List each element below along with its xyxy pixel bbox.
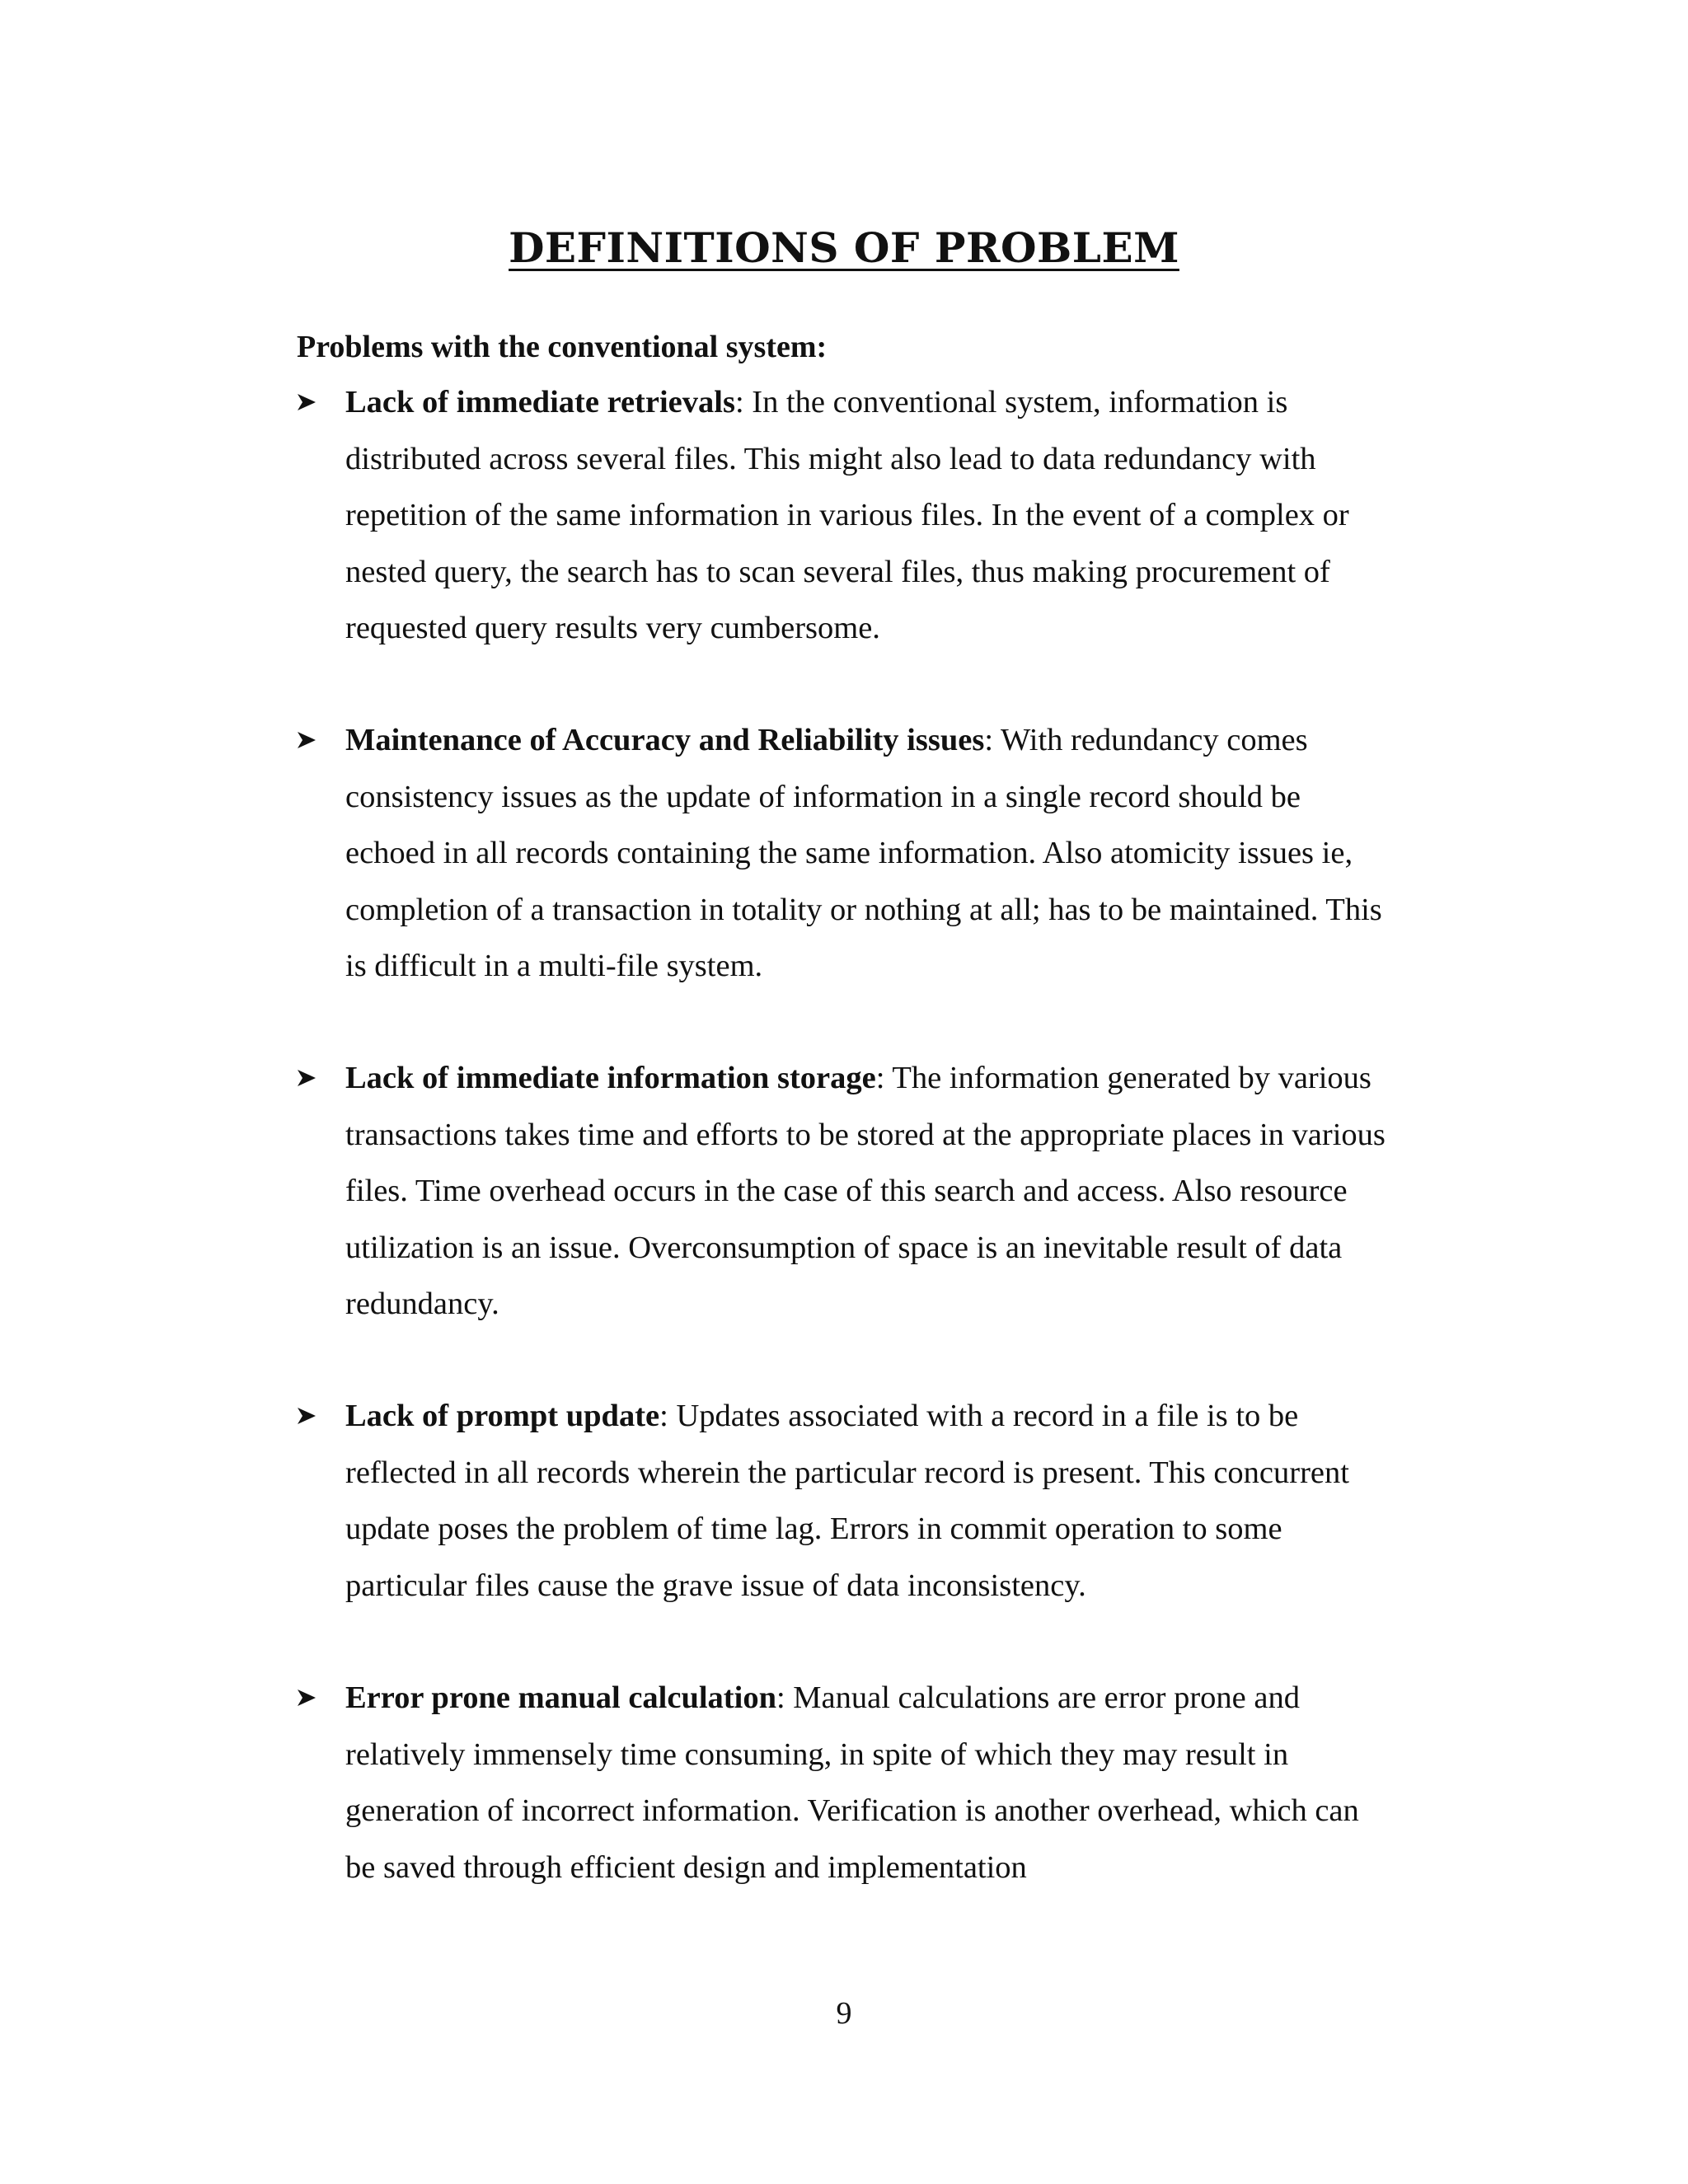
bullet-term: Lack of prompt update: [345, 1399, 660, 1433]
arrowhead-bullet-icon: [297, 1670, 330, 1726]
bullet-line: particular files cause the grave issue of data inconsistency.: [345, 1568, 1086, 1603]
bullet-first-line: : The information generated by various: [875, 1061, 1372, 1095]
bullet-text: [345, 1388, 1450, 1614]
arrowhead-bullet-icon: [297, 374, 330, 430]
bullet-line: [345, 1670, 1450, 1727]
bullet-term: Lack of immediate information storage: [345, 1061, 876, 1095]
bullet-line: transactions takes time and efforts to be stored at the appropriate places in various: [345, 1117, 1386, 1152]
bullet-first-line: : In the conventional system, information is: [734, 385, 1288, 419]
bullet-line: be saved through efficient design and implementation: [345, 1849, 1027, 1885]
page-number: 9: [836, 1996, 852, 2031]
bullet-line: repetition of the same information in various files. In the event of a complex or: [345, 498, 1349, 533]
bullet-line: echoed in all records containing the same information. Also atomicity issues ie,: [345, 836, 1353, 871]
bullet-first-line: : Manual calculations are error prone and: [776, 1680, 1300, 1715]
bullet-line: update poses the problem of time lag. Errors in commit operation to some: [345, 1511, 1282, 1547]
bullet-term: Lack of immediate retrievals: [345, 385, 735, 419]
bullet-line: generation of incorrect information. Verification is another overhead, which can: [345, 1793, 1359, 1829]
bullet-line: requested query results very cumbersome.: [345, 611, 880, 646]
bullet-line: utilization is an issue. Overconsumption of space is an inevitable result of data: [345, 1230, 1343, 1265]
bullet-text: [345, 374, 1450, 657]
bullet-line: files. Time overhead occurs in the case of this search and access. Also resource: [345, 1174, 1348, 1209]
arrowhead-bullet-icon: [297, 712, 330, 768]
arrowhead-bullet-icon: [297, 1388, 330, 1444]
bullet-line: [345, 1050, 1450, 1107]
bullet-term: Error prone manual calculation: [345, 1680, 776, 1715]
bullet-first-line: : Updates associated with a record in a file is to be: [659, 1399, 1299, 1433]
page-title-text: DEFINITIONS OF PROBLEM: [509, 223, 1179, 272]
bullet-text: [345, 712, 1450, 995]
bullet-line: [345, 1388, 1450, 1445]
bullet-line: [345, 374, 1450, 431]
bullet-line: reflected in all records wherein the particular record is present. This concurrent: [345, 1455, 1349, 1490]
bullet-line: [345, 712, 1450, 769]
page-title: [0, 219, 1688, 277]
bullet-line: consistency issues as the update of information in a single record should be: [345, 779, 1301, 814]
bullet-line: distributed across several files. This might also lead to data redundancy with: [345, 441, 1316, 476]
bullet-term: Maintenance of Accuracy and Reliability issues: [345, 723, 985, 757]
bullet-line: redundancy.: [345, 1286, 499, 1322]
bullet-text: [345, 1050, 1450, 1333]
arrowhead-bullet-icon: [297, 1050, 330, 1106]
bullet-first-line: : With redundancy comes: [984, 723, 1308, 757]
bullet-line: completion of a transaction in totality or nothing at all; has to be maintained. This: [345, 892, 1382, 927]
bullet-line: nested query, the search has to scan several files, thus making procurement of: [345, 554, 1330, 589]
bullet-text: [345, 1670, 1450, 1896]
bullet-line: relatively immensely time consuming, in spite of which they may result in: [345, 1736, 1289, 1772]
bullet-line: is difficult in a multi-file system.: [345, 949, 763, 984]
section-subheading: Problems with the conventional system:: [297, 330, 828, 364]
